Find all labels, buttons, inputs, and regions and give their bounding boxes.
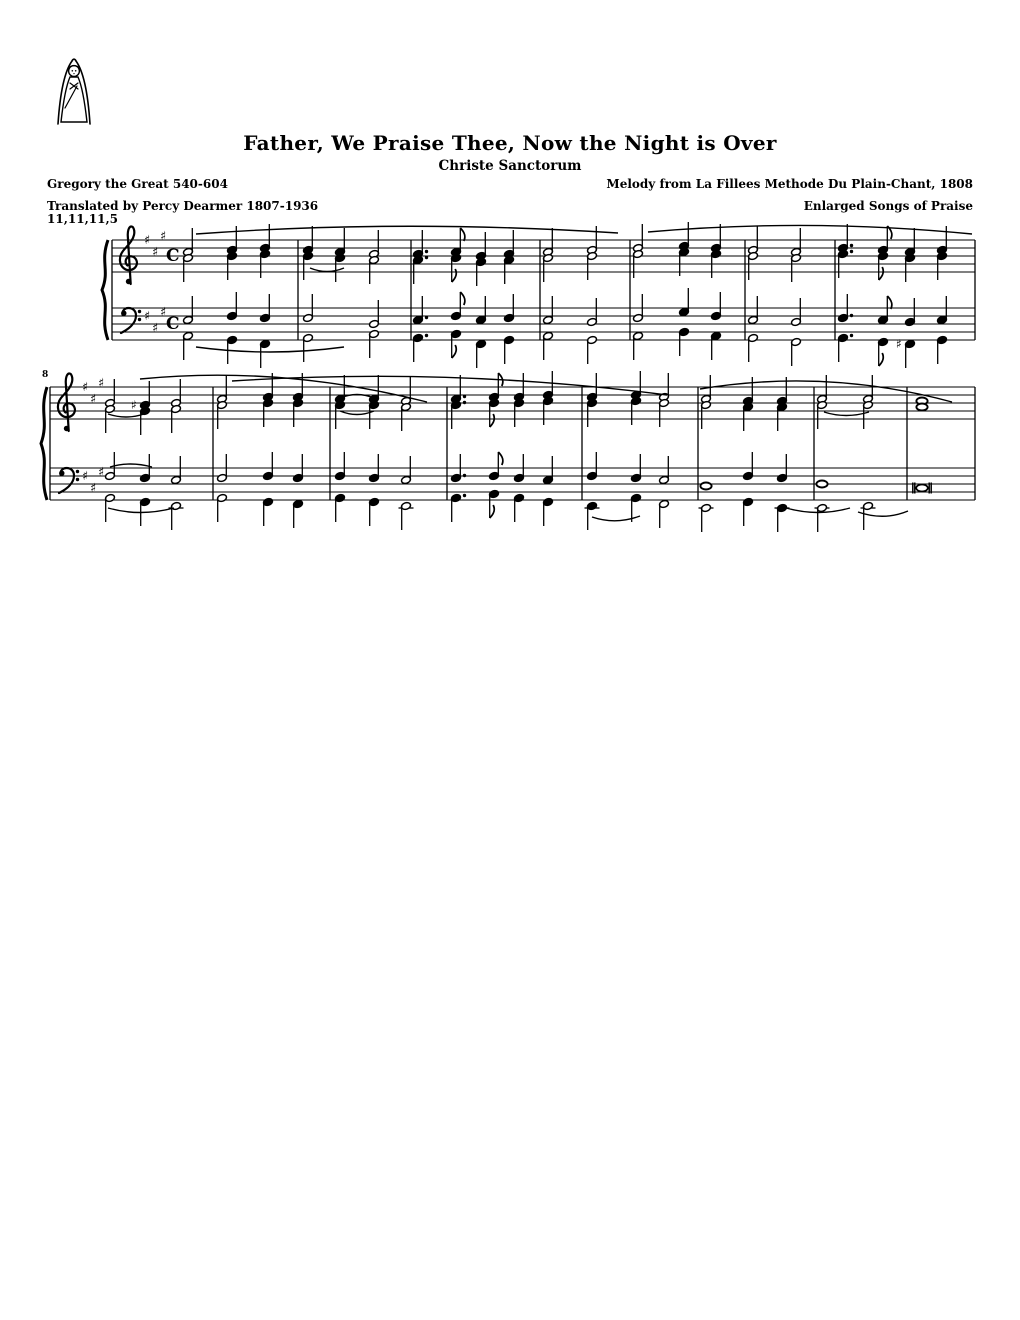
grand-staff-system-2 bbox=[41, 370, 975, 532]
augmentation-dot bbox=[463, 395, 466, 398]
system-brace bbox=[102, 240, 108, 340]
augmentation-dot bbox=[425, 256, 428, 259]
tune-name: Christe Sanctorum bbox=[438, 158, 582, 174]
slur-tie-arc bbox=[858, 511, 908, 516]
whole-note bbox=[916, 404, 927, 411]
slur-tie-arc bbox=[110, 464, 152, 467]
treble-clef-icon bbox=[58, 373, 75, 431]
common-time-signature: C bbox=[166, 314, 180, 334]
augmentation-dot bbox=[425, 334, 428, 337]
eighth-flag bbox=[879, 353, 884, 366]
eighth-flag bbox=[452, 345, 457, 358]
music-notation bbox=[0, 0, 1020, 560]
key-signature-sharp: ♯ bbox=[98, 464, 105, 479]
augmentation-dot bbox=[463, 474, 466, 477]
eighth-flag bbox=[490, 505, 495, 518]
meter-line: 11,11,11,5 bbox=[47, 212, 118, 226]
augmentation-dot bbox=[463, 494, 466, 497]
treble-clef-icon bbox=[120, 226, 137, 284]
author-line: Gregory the Great 540-604 bbox=[47, 177, 228, 191]
slur-tie-arc bbox=[196, 226, 618, 234]
augmentation-dot bbox=[850, 250, 853, 253]
key-signature-sharp: ♯ bbox=[90, 391, 97, 406]
key-signature-sharp: ♯ bbox=[144, 308, 151, 323]
augmentation-dot bbox=[425, 250, 428, 253]
melody-source-line: Melody from La Fillees Methode Du Plain-Chant, 1808 bbox=[606, 177, 973, 191]
system-brace bbox=[41, 387, 47, 500]
slur-tie-arc bbox=[108, 414, 144, 417]
grand-staff-system-1 bbox=[102, 222, 975, 368]
key-signature-sharp: ♯ bbox=[160, 304, 167, 319]
slur-tie-arc bbox=[310, 268, 344, 272]
key-signature-sharp: ♯ bbox=[82, 468, 89, 483]
eighth-flag bbox=[887, 296, 892, 309]
augmentation-dot bbox=[850, 244, 853, 247]
translator-line: Translated by Percy Dearmer 1807-1936 bbox=[47, 199, 319, 213]
measure-number: 8 bbox=[42, 370, 49, 380]
hymn-title: Father, We Praise Thee, Now the Night is Over bbox=[243, 131, 777, 155]
slur-tie-arc bbox=[196, 347, 344, 352]
key-signature-sharp: ♯ bbox=[152, 244, 159, 259]
slur-tie-arc bbox=[140, 375, 427, 402]
eighth-flag bbox=[879, 267, 884, 280]
key-signature-sharp: ♯ bbox=[160, 228, 167, 243]
treble-clef-tail-dot bbox=[64, 426, 69, 431]
key-signature-sharp: ♯ bbox=[152, 320, 159, 335]
slur-tie-arc bbox=[648, 225, 972, 234]
sharp-accidental: ♯ bbox=[131, 398, 137, 412]
sharp-accidental: ♯ bbox=[896, 337, 902, 351]
key-signature-sharp: ♯ bbox=[144, 232, 151, 247]
common-time-signature: C bbox=[166, 246, 180, 266]
slur-tie-arc bbox=[592, 516, 640, 521]
eighth-flag bbox=[490, 414, 495, 427]
key-signature-sharp: ♯ bbox=[98, 375, 105, 390]
hymnal-source-line: Enlarged Songs of Praise bbox=[803, 199, 973, 213]
eighth-flag bbox=[460, 292, 465, 305]
key-signature-sharp: ♯ bbox=[90, 480, 97, 495]
eighth-flag bbox=[452, 269, 457, 282]
eighth-flag bbox=[498, 452, 503, 465]
augmentation-dot bbox=[425, 316, 428, 319]
whole-note bbox=[816, 481, 827, 488]
treble-clef-tail-dot bbox=[126, 279, 131, 284]
slur-tie-arc bbox=[824, 412, 869, 416]
augmentation-dot bbox=[850, 334, 853, 337]
key-signature-sharp: ♯ bbox=[82, 379, 89, 394]
eighth-flag bbox=[460, 228, 465, 241]
augmentation-dot bbox=[463, 401, 466, 404]
breve-note bbox=[916, 485, 928, 492]
augmentation-dot bbox=[850, 314, 853, 317]
whole-note bbox=[700, 483, 711, 490]
